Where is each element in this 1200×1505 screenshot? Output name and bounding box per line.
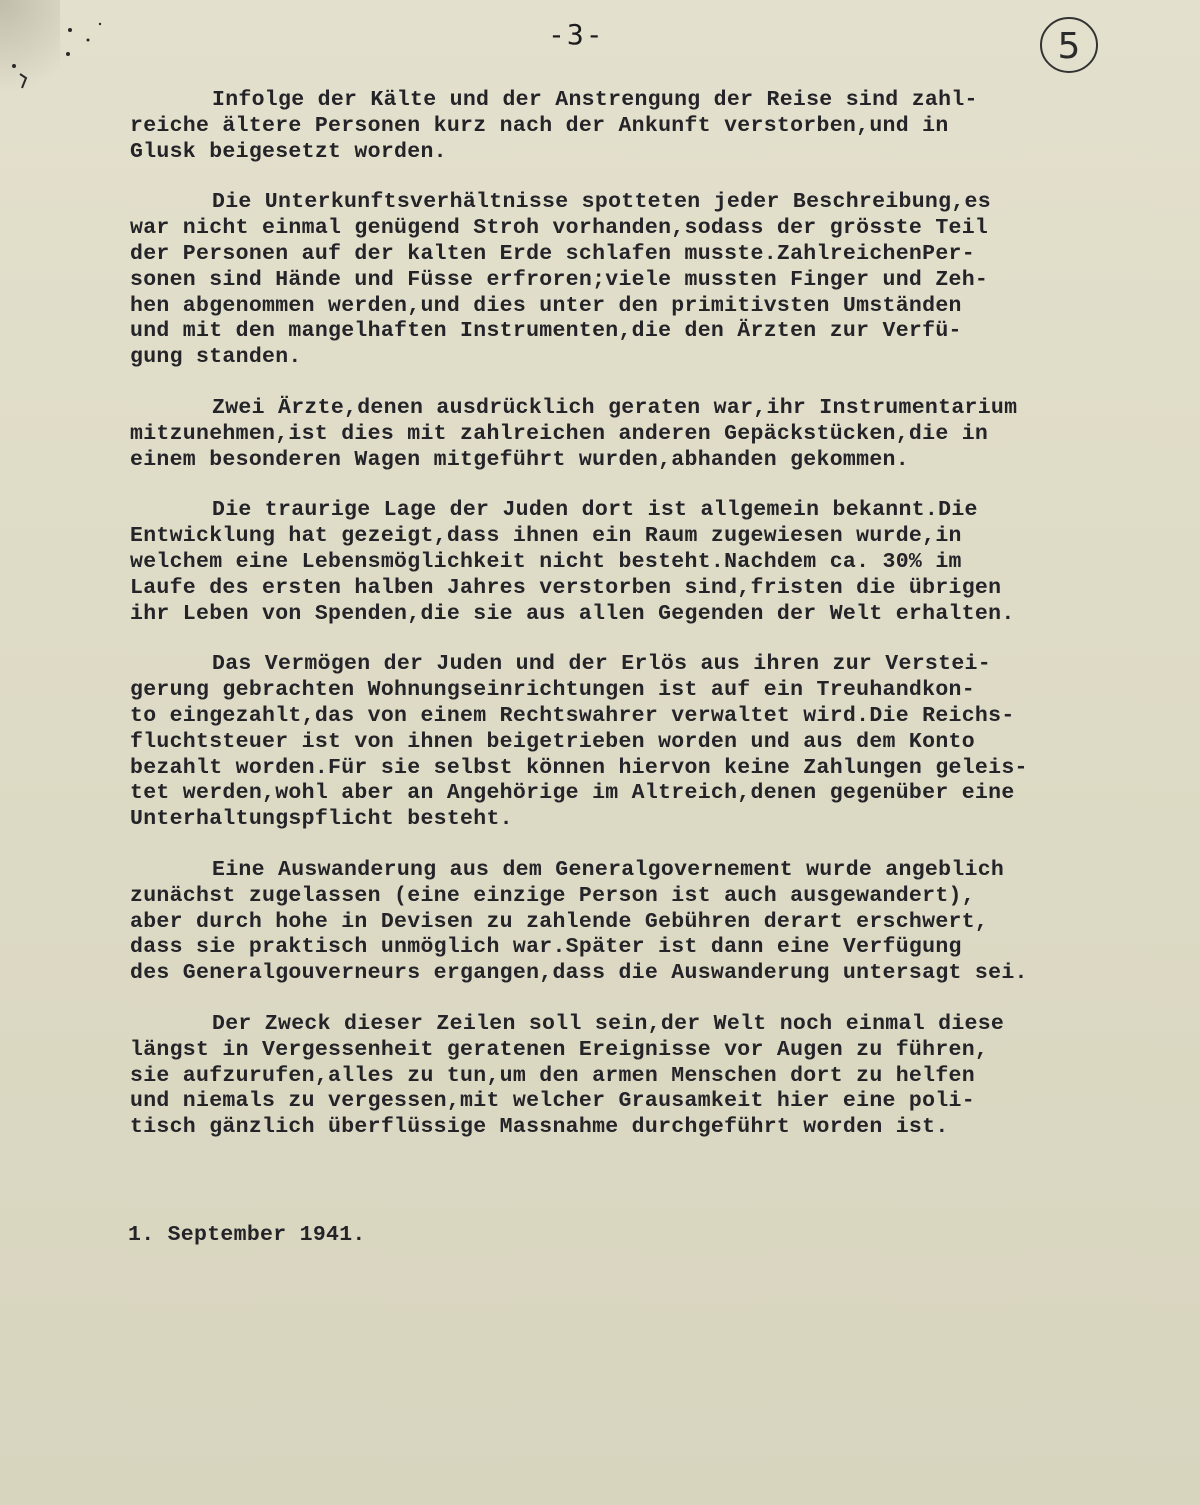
- text-line: Laufe des ersten halben Jahres verstorben sind,fristen die übrigen: [130, 575, 1002, 600]
- text-line: Unterhaltungspflicht besteht.: [130, 807, 513, 832]
- text-line: Infolge der Kälte und der Anstrengung der Reise sind zahl-: [212, 88, 978, 112]
- text-line: reiche ältere Personen kurz nach der Ankunft verstorben,und in: [130, 113, 949, 138]
- page-number: -3-: [548, 18, 605, 51]
- text-line: hen abgenommen werden,und dies unter den primitivsten Umständen: [130, 293, 962, 318]
- text-line: Die traurige Lage der Juden dort ist allgemein bekannt.Die: [212, 498, 978, 523]
- text-line: der Personen auf der kalten Erde schlafen musste.ZahlreichenPer-: [130, 241, 975, 266]
- text-line: tet werden,wohl aber an Angehörige im Altreich,denen gegenüber eine: [130, 781, 1015, 806]
- text-line: Das Vermögen der Juden und der Erlös aus ihren zur Verstei-: [212, 652, 991, 677]
- paragraph-1: [130, 88, 1170, 165]
- text-line: mitzunehmen,ist dies mit zahlreichen anderen Gepäckstücken,die in: [130, 421, 989, 446]
- paragraph-2: [130, 190, 1170, 371]
- text-line: sonen sind Hände und Füsse erfroren;viele mussten Finger und Zeh-: [130, 267, 989, 292]
- sheet-number-text: 5: [1057, 26, 1081, 67]
- text-line: Entwicklung hat gezeigt,dass ihnen ein Raum zugewiesen wurde,in: [130, 524, 962, 549]
- letter-date: 1. September 1941.: [128, 1223, 366, 1247]
- text-line: fluchtsteuer ist von ihnen beigetrieben worden und aus dem Konto: [130, 729, 975, 754]
- text-line: sie aufzurufen,alles zu tun,um den armen Menschen dort zu helfen: [130, 1063, 975, 1088]
- text-line: zunächst zugelassen (eine einzige Person ist auch ausgewandert),: [130, 883, 975, 908]
- text-line: war nicht einmal genügend Stroh vorhanden,sodass der grösste Teil: [130, 216, 989, 241]
- text-line: gerung gebrachten Wohnungseinrichtungen ist auf ein Treuhandkon-: [130, 678, 975, 703]
- text-line: Glusk beigesetzt worden.: [130, 139, 447, 164]
- text-line: Eine Auswanderung aus dem Generalgovernement wurde angeblich: [212, 857, 1005, 882]
- text-line: Die Unterkunftsverhältnisse spotteten jeder Beschreibung,es: [212, 190, 991, 215]
- text-line: gung standen.: [130, 345, 302, 370]
- text-line: ihr Leben von Spenden,die sie aus allen Gegenden der Welt erhalten.: [130, 601, 1015, 626]
- text-line: dass sie praktisch unmöglich war.Später ist dann eine Verfügung: [130, 935, 962, 960]
- circled-sheet-number: [1038, 14, 1100, 76]
- text-line: aber durch hohe in Devisen zu zahlende Gebühren derart erschwert,: [130, 909, 989, 934]
- text-line: Der Zweck dieser Zeilen soll sein,der Welt noch einmal diese: [212, 1011, 1005, 1036]
- text-line: bezahlt worden.Für sie selbst können hiervon keine Zahlungen geleis-: [130, 755, 1028, 780]
- text-line: tisch gänzlich überflüssige Massnahme durchgeführt worden ist.: [130, 1115, 949, 1140]
- paragraph-6: [130, 858, 1170, 987]
- text-line: to eingezahlt,das von einem Rechtswahrer verwaltet wird.Die Reichs-: [130, 703, 1015, 728]
- text-line: und mit den mangelhaften Instrumenten,die den Ärzten zur Verfü-: [130, 319, 962, 344]
- paragraph-5: [130, 652, 1170, 833]
- text-line: Zwei Ärzte,denen ausdrücklich geraten war,ihr Instrumentarium: [212, 395, 1018, 420]
- paragraph-7: [130, 1012, 1170, 1141]
- text-line: des Generalgouverneurs ergangen,dass die Auswanderung untersagt sei.: [130, 961, 1028, 986]
- paragraph-4: [130, 498, 1170, 627]
- text-line: und niemals zu vergessen,mit welcher Grausamkeit hier eine poli-: [130, 1089, 975, 1114]
- letter-body: [130, 88, 1170, 1166]
- paper-specks: [4, 10, 114, 110]
- text-line: längst in Vergessenheit geratenen Ereignisse vor Augen zu führen,: [130, 1037, 989, 1062]
- text-line: einem besonderen Wagen mitgeführt wurden,abhanden gekommen.: [130, 447, 909, 472]
- paragraph-3: [130, 396, 1170, 473]
- text-line: welchem eine Lebensmöglichkeit nicht besteht.Nachdem ca. 30% im: [130, 549, 962, 574]
